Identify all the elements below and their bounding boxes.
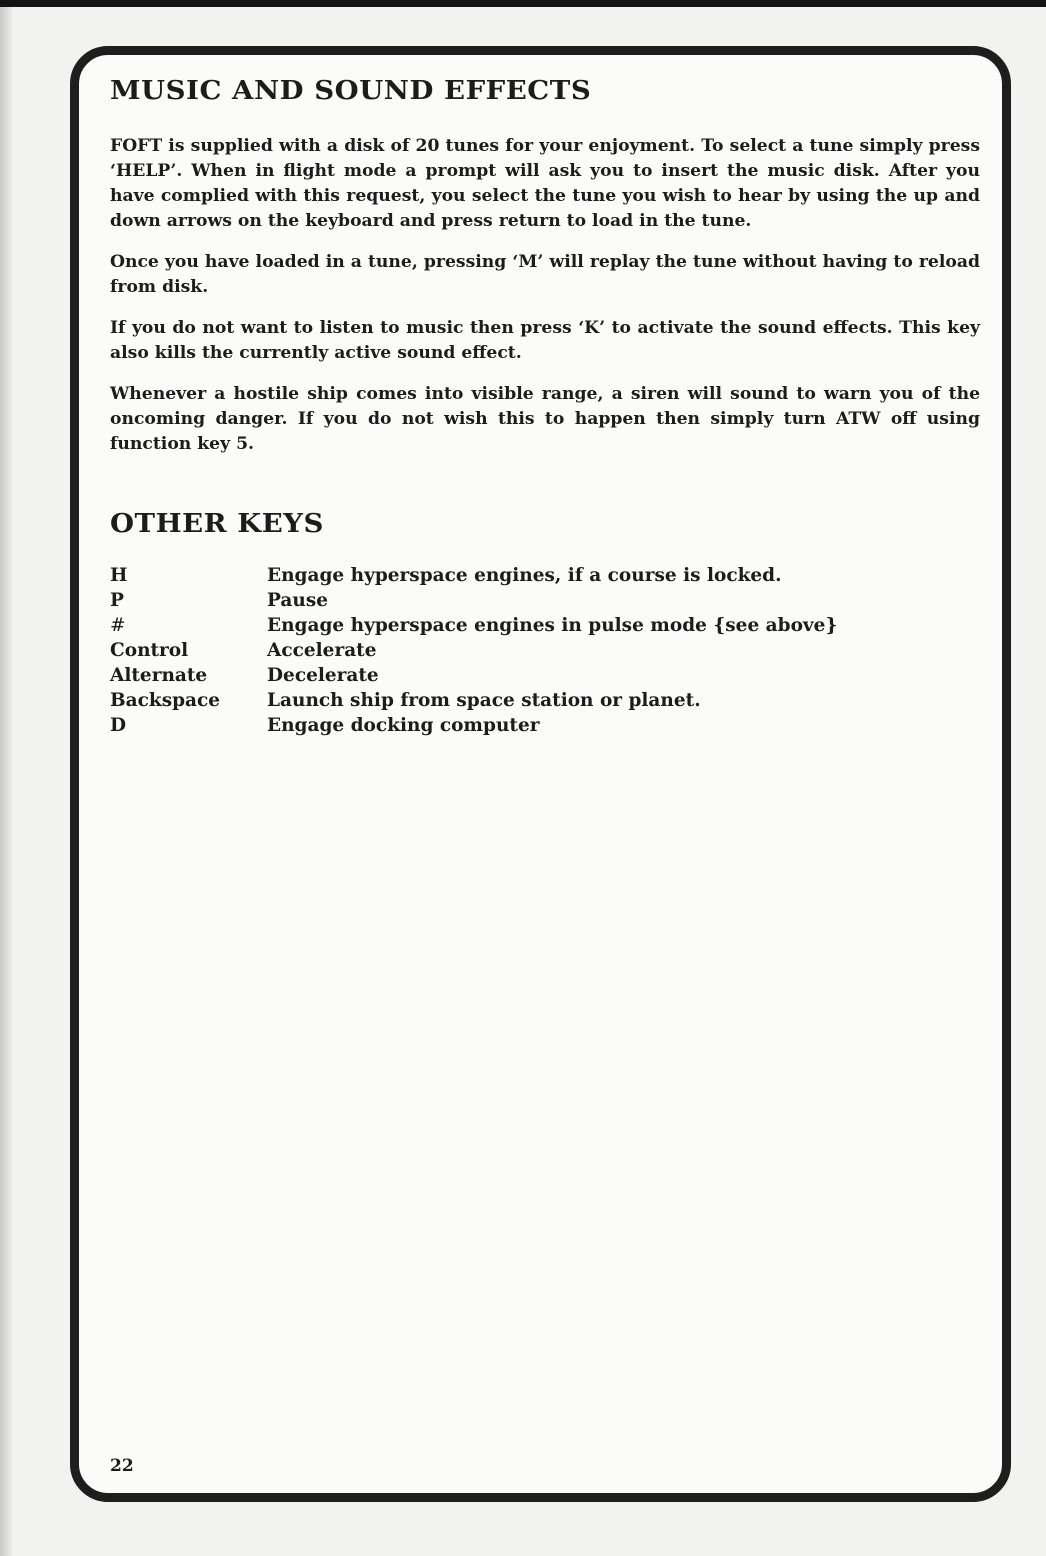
page-top-edge xyxy=(0,0,1046,7)
music-section-heading: MUSIC AND SOUND EFFECTS xyxy=(110,76,592,106)
key-row xyxy=(110,688,980,713)
other-keys-heading: OTHER KEYS xyxy=(110,509,324,539)
key-name: # xyxy=(110,615,126,636)
key-name: H xyxy=(110,565,128,586)
key-name: P xyxy=(110,590,124,611)
key-row xyxy=(110,563,980,588)
page-binding-edge xyxy=(0,7,12,1556)
key-name: D xyxy=(110,715,127,736)
key-action: Decelerate xyxy=(267,665,379,686)
key-action: Engage hyperspace engines in pulse mode {see above} xyxy=(267,615,838,636)
key-row xyxy=(110,613,980,638)
music-paragraph-3: If you do not want to listen to music then press ‘K’ to activate the sound effects. This key also kills the currently active sound effect. xyxy=(110,318,980,363)
music-paragraph-1: FOFT is supplied with a disk of 20 tunes for your enjoyment. To select a tune simply press ‘HELP’. When in flight mode a prompt will ask you to insert the music disk. After you have complied with this request, you select the tune you wish to hear by using the up and down arrows on the keyboard and press return to load in the tune. xyxy=(110,136,980,231)
key-row xyxy=(110,588,980,613)
key-list xyxy=(110,563,980,738)
key-row xyxy=(110,713,980,738)
key-name: Backspace xyxy=(110,690,221,711)
key-row xyxy=(110,638,980,663)
key-action: Launch ship from space station or planet. xyxy=(267,690,701,711)
key-action: Engage docking computer xyxy=(267,715,540,736)
key-action: Pause xyxy=(267,590,329,611)
key-action: Accelerate xyxy=(267,640,377,661)
page-content xyxy=(110,76,980,738)
key-action: Engage hyperspace engines, if a course is locked. xyxy=(267,565,782,586)
key-name: Control xyxy=(110,640,189,661)
music-paragraph-4: Whenever a hostile ship comes into visible range, a siren will sound to warn you of the oncoming danger. If you do not wish this to happen then simply turn ATW off using function key 5. xyxy=(110,384,980,454)
key-row xyxy=(110,663,980,688)
page-number: 22 xyxy=(110,1456,134,1476)
music-paragraph-2: Once you have loaded in a tune, pressing ‘M’ will replay the tune without having to reload from disk. xyxy=(110,252,980,297)
key-name: Alternate xyxy=(110,665,208,686)
